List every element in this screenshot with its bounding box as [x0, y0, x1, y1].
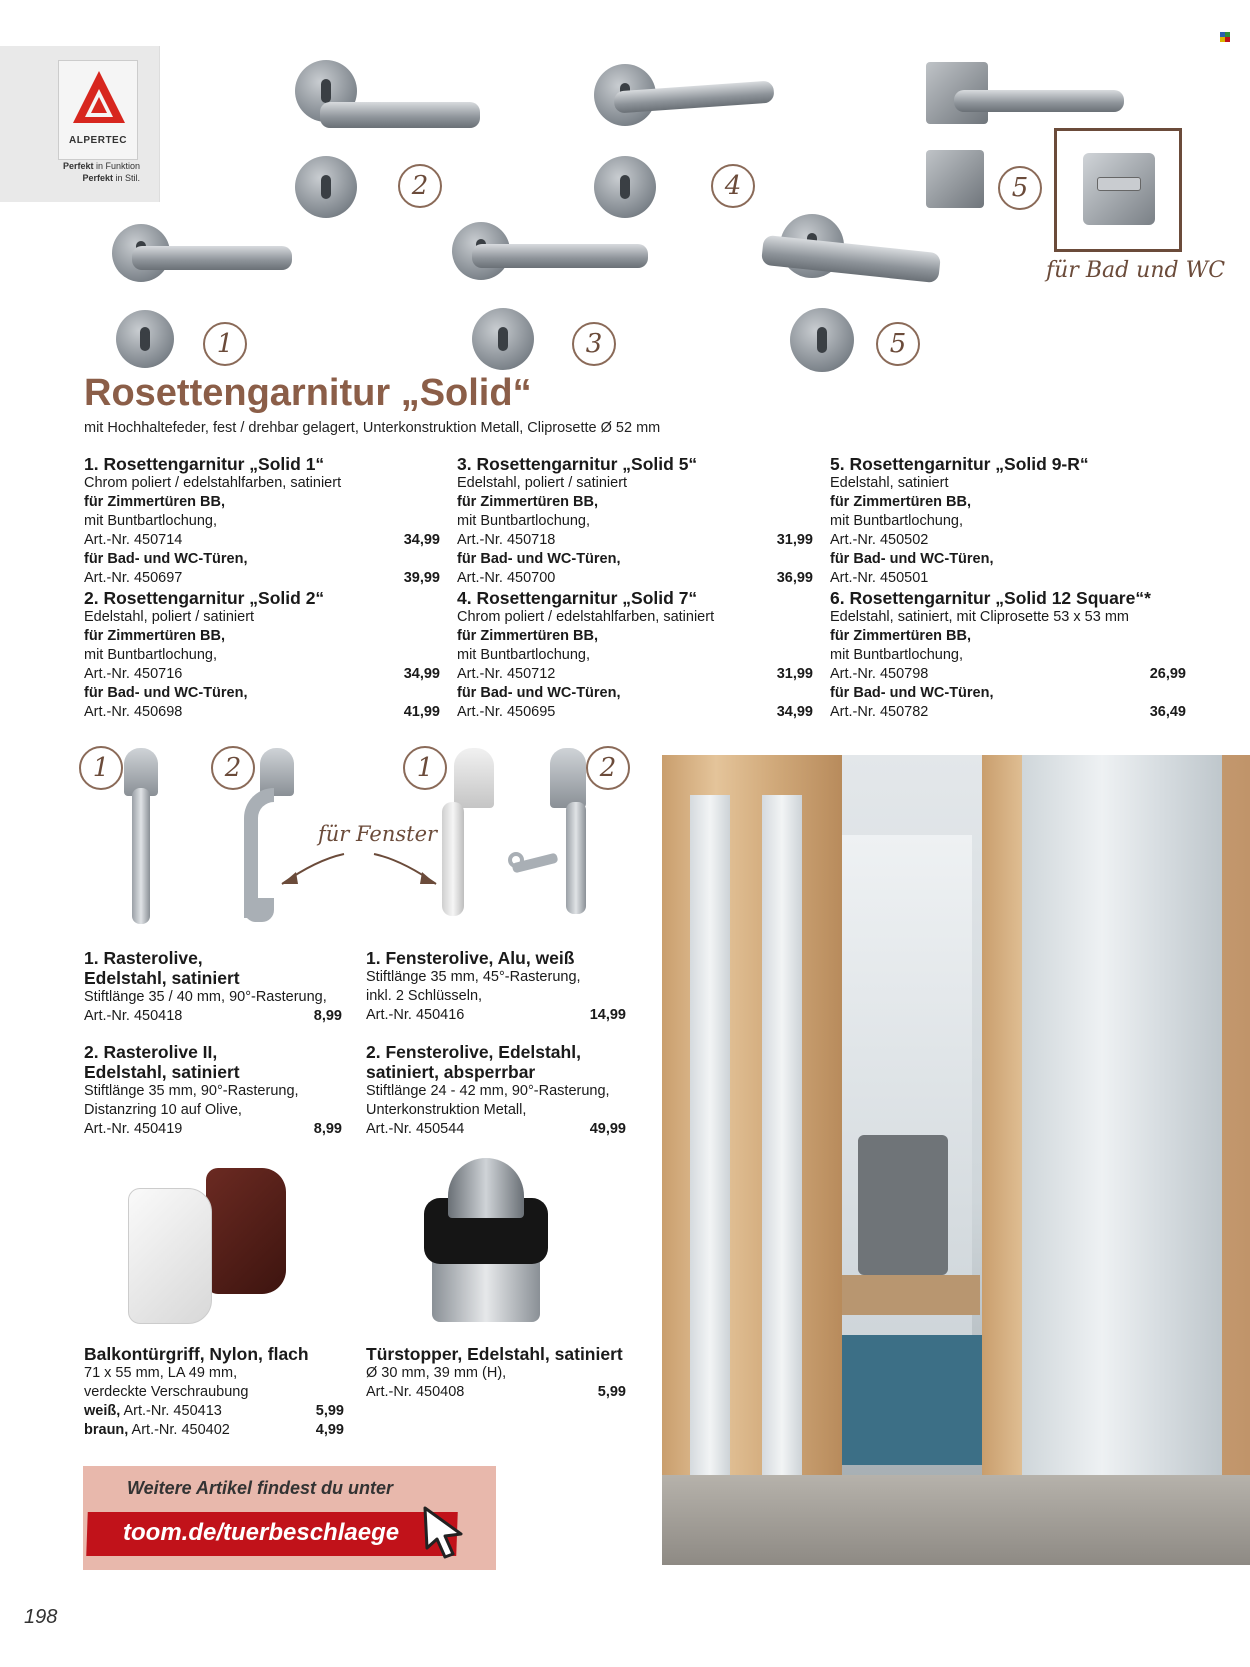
window-label: für Fenster: [318, 822, 438, 846]
product-solid-5: 3. Rosettengarnitur „Solid 5“ Edelstahl, poliert / satiniert für Zimmertüren BB, mit Buntbartlochung, Art.-Nr. 450718 31,99 für Bad- und WC-Türen, Art.-Nr. 450700 36,99: [457, 454, 813, 586]
number-label-raster-1: 1: [79, 746, 123, 790]
product-solid-2: 2. Rosettengarnitur „Solid 2“ Edelstahl, poliert / satiniert für Zimmertüren BB, mit Buntbartlochung, Art.-Nr. 450716 34,99 für Bad- und WC-Türen, Art.-Nr. 450698 41,99: [84, 588, 440, 720]
web-link-banner: [83, 1466, 496, 1570]
price: 14,99: [589, 1007, 626, 1023]
price: 49,99: [589, 1121, 626, 1137]
price: 34,99: [776, 704, 813, 720]
product-solid-1: 1. Rosettengarnitur „Solid 1“ Chrom poliert / edelstahlfarben, satiniert für Zimmertüren BB, mit Buntbartlochung, Art.-Nr. 450714 34,99 für Bad- und WC-Türen, Art.-Nr. 450697 39,99: [84, 454, 440, 586]
alpertec-logo: [58, 60, 138, 160]
number-label-2: 2: [398, 164, 442, 208]
product-solid-9r: 5. Rosettengarnitur „Solid 9-R“ Edelstahl, satiniert für Zimmertüren BB, mit Buntbartlochung, Art.-Nr. 450502 für Bad- und WC-Türen, Art.-Nr. 450501: [830, 454, 1089, 586]
price: 36,49: [1149, 704, 1186, 720]
number-label-fenster-2: 2: [586, 746, 630, 790]
section-title: Rosettengarnitur „Solid“: [84, 372, 532, 414]
price: 4,99: [315, 1422, 344, 1438]
price: 31,99: [776, 532, 813, 548]
bath-label: für Bad und WC: [1046, 258, 1226, 283]
door-stopper-photo: [424, 1158, 548, 1324]
bath-turn-photo: [1054, 128, 1182, 252]
banner-text: Weitere Artikel findest du unter: [127, 1478, 394, 1498]
product-column-3: [830, 454, 1186, 722]
price: 36,99: [776, 570, 813, 586]
price: 5,99: [315, 1403, 344, 1419]
brand-name: ALPERTEC: [69, 135, 127, 146]
section-subtitle: mit Hochhaltefeder, fest / drehbar gelagert, Unterkonstruktion Metall, Cliprosette Ø 52 mm: [84, 420, 661, 436]
number-label-3: 3: [572, 322, 616, 366]
number-label-5-bottom: 5: [876, 322, 920, 366]
banner-url-link[interactable]: toom.de/tuerbeschlaege: [123, 1519, 400, 1546]
rasterolive-1: 1. Rasterolive, Edelstahl, satiniert Stiftlänge 35 / 40 mm, 90°-Rasterung, Art.-Nr. 450418 8,99: [84, 948, 342, 1024]
cursor-arrow-icon: [421, 1504, 465, 1560]
fensterolive-2-photo: [508, 748, 598, 916]
fensterolive-2: 2. Fensterolive, Edelstahl, satiniert, absperrbar Stiftlänge 24 - 42 mm, 90°-Rasterung, Unterkonstruktion Metall, Art.-Nr. 450544 49,99: [366, 1042, 626, 1137]
door-stopper: Türstopper, Edelstahl, satiniert Ø 30 mm, 39 mm (H), Art.-Nr. 450408 5,99: [366, 1344, 626, 1400]
product-column-2: [457, 454, 813, 722]
price: 8,99: [313, 1121, 342, 1137]
product-solid-12-square: 6. Rosettengarnitur „Solid 12 Square“* Edelstahl, satiniert, mit Cliprosette 53 x 53 mm für Zimmertüren BB, mit Buntbartlochung, Art.-Nr. 450798 26,99 für Bad- und WC-Türen, Art.-Nr. 450782 36,49: [830, 588, 1186, 720]
balkon-handle-photo: [128, 1168, 288, 1328]
arrow-left-icon: [276, 850, 346, 890]
price: 26,99: [1149, 666, 1186, 682]
page-number: 198: [24, 1606, 58, 1628]
fensterolive-1-photo: [434, 748, 504, 918]
rasterolive-2: 2. Rasterolive II, Edelstahl, satiniert Stiftlänge 35 mm, 90°-Rasterung, Distanzring 10 auf Olive, Art.-Nr. 450419 8,99: [84, 1042, 342, 1137]
arrow-right-icon: [372, 850, 442, 890]
price: 41,99: [403, 704, 440, 720]
number-label-5-top: 5: [998, 166, 1042, 210]
product-solid-7: 4. Rosettengarnitur „Solid 7“ Chrom poliert / edelstahlfarben, satiniert für Zimmertüren BB, mit Buntbartlochung, Art.-Nr. 450712 31,99 für Bad- und WC-Türen, Art.-Nr. 450695 34,99: [457, 588, 813, 720]
brand-badge: [0, 46, 160, 202]
price: 5,99: [597, 1384, 626, 1400]
handle-photo-1: [112, 218, 292, 368]
price: 39,99: [403, 570, 440, 586]
corner-color-mark: [1220, 32, 1230, 42]
rasterolive-2-photo: [238, 748, 298, 926]
number-label-4: 4: [711, 164, 755, 208]
product-column-1: [84, 454, 440, 722]
number-label-fenster-1: 1: [403, 746, 447, 790]
price: 8,99: [313, 1008, 342, 1024]
price: 31,99: [776, 666, 813, 682]
balkon-handle: Balkontürgriff, Nylon, flach 71 x 55 mm, LA 49 mm, verdeckte Verschraubung weiß, Art.-Nr. 450413 5,99 braun, Art.-Nr. 450402 4,99: [84, 1344, 344, 1438]
rasterolive-1-photo: [112, 748, 162, 924]
price: 34,99: [403, 666, 440, 682]
number-label-raster-2: 2: [211, 746, 255, 790]
number-label-1: 1: [203, 322, 247, 366]
price: 34,99: [403, 532, 440, 548]
alpertec-logo-mark: [71, 69, 127, 129]
fensterolive-1: 1. Fensterolive, Alu, weiß Stiftlänge 35 mm, 45°-Rasterung, inkl. 2 Schlüsseln, Art.-Nr. 450416 14,99: [366, 948, 626, 1023]
interior-door-photo: [662, 755, 1250, 1565]
brand-tagline: Perfekt in Funktion Perfekt in Stil.: [62, 161, 140, 183]
